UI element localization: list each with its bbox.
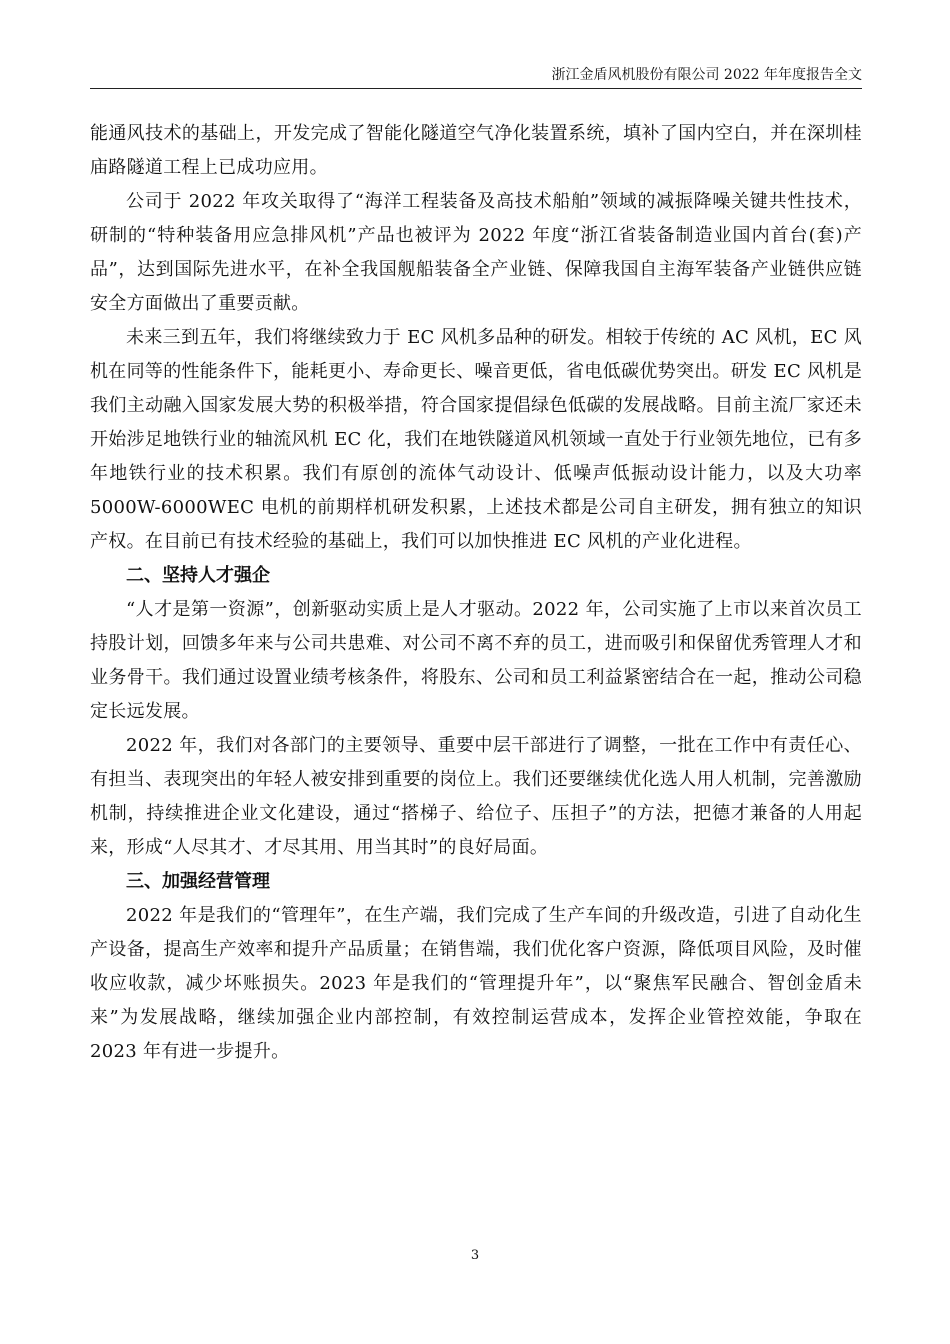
paragraph-marine-equipment: 公司于 2022 年攻关取得了“海洋工程装备及高技术船舶”领域的减振降噪关键共性技术，研制的“特种装备用应急排风机”产品也被评为 2022 年度“浙江省装备制造业国内首台(套)产品”，达到国际先进水平，在补全我国舰船装备全产业链、保障我国自主海军装备产业链供应链安全方面做出了重要贡献。 [90,191,862,314]
paragraph-management-year: 2022 年是我们的“管理年”，在生产端，我们完成了生产车间的升级改造，引进了自动化生产设备，提高生产效率和提升产品质量；在销售端，我们优化客户资源，降低项目风险，及时催收应收款，减少坏账损失。2023 年是我们的“管理提升年”，以“聚焦军民融合、智创金盾未来”为发展战略，继续加强企业内部控制，有效控制运营成本，发挥企业管控效能，争取在 2023 年有进一步提升。 [90,905,862,1062]
section-heading-management: 三、加强经营管理 [126,871,270,892]
paragraph-continued-tunnel-purification: 能通风技术的基础上，开发完成了智能化隧道空气净化装置系统，填补了国内空白，并在深圳桂庙路隧道工程上已成功应用。 [90,123,862,178]
page-header [90,64,862,89]
section-heading-talent: 二、坚持人才强企 [126,565,270,586]
paragraph-cadre-adjustment: 2022 年，我们对各部门的主要领导、重要中层干部进行了调整，一批在工作中有责任心、有担当、表现突出的年轻人被安排到重要的岗位上。我们还要继续优化选人用人机制，完善激励机制，持续推进企业文化建设，通过“搭梯子、给位子、压担子”的方法，把德才兼备的人用起来，形成“人尽其才、才尽其用、用当其时”的良好局面。 [90,735,862,858]
page-number: 3 [470,1248,480,1263]
paragraph-ec-fan-research: 未来三到五年，我们将继续致力于 EC 风机多品种的研发。相较于传统的 AC 风机，EC 风机在同等的性能条件下，能耗更小、寿命更长、噪音更低，省电低碳优势突出。研发 EC 风机是我们主动融入国家发展大势的积极举措，符合国家提倡绿色低碳的发展战略。目前主流厂家还未开始涉足地铁行业的轴流风机 EC 化，我们在地铁隧道风机领域一直处于行业领先地位，已有多年地铁行业的技术积累。我们有原创的流体气动设计、低噪声低振动设计能力，以及大功率 5000W-6000WEC 电机的前期样机研发积累，上述技术都是公司自主研发，拥有独立的知识产权。在目前已有技术经验的基础上，我们可以加快推进 EC 风机的产业化进程。 [90,327,862,552]
header-title: 浙江金盾风机股份有限公司 2022 年年度报告全文 [551,67,862,83]
document-body [90,117,862,1069]
paragraph-talent-first-resource: “人才是第一资源”，创新驱动实质上是人才驱动。2022 年，公司实施了上市以来首次员工持股计划，回馈多年来与公司共患难、对公司不离不弃的员工，进而吸引和保留优秀管理人才和业务骨干。我们通过设置业绩考核条件，将股东、公司和员工利益紧密结合在一起，推动公司稳定长远发展。 [90,599,862,722]
